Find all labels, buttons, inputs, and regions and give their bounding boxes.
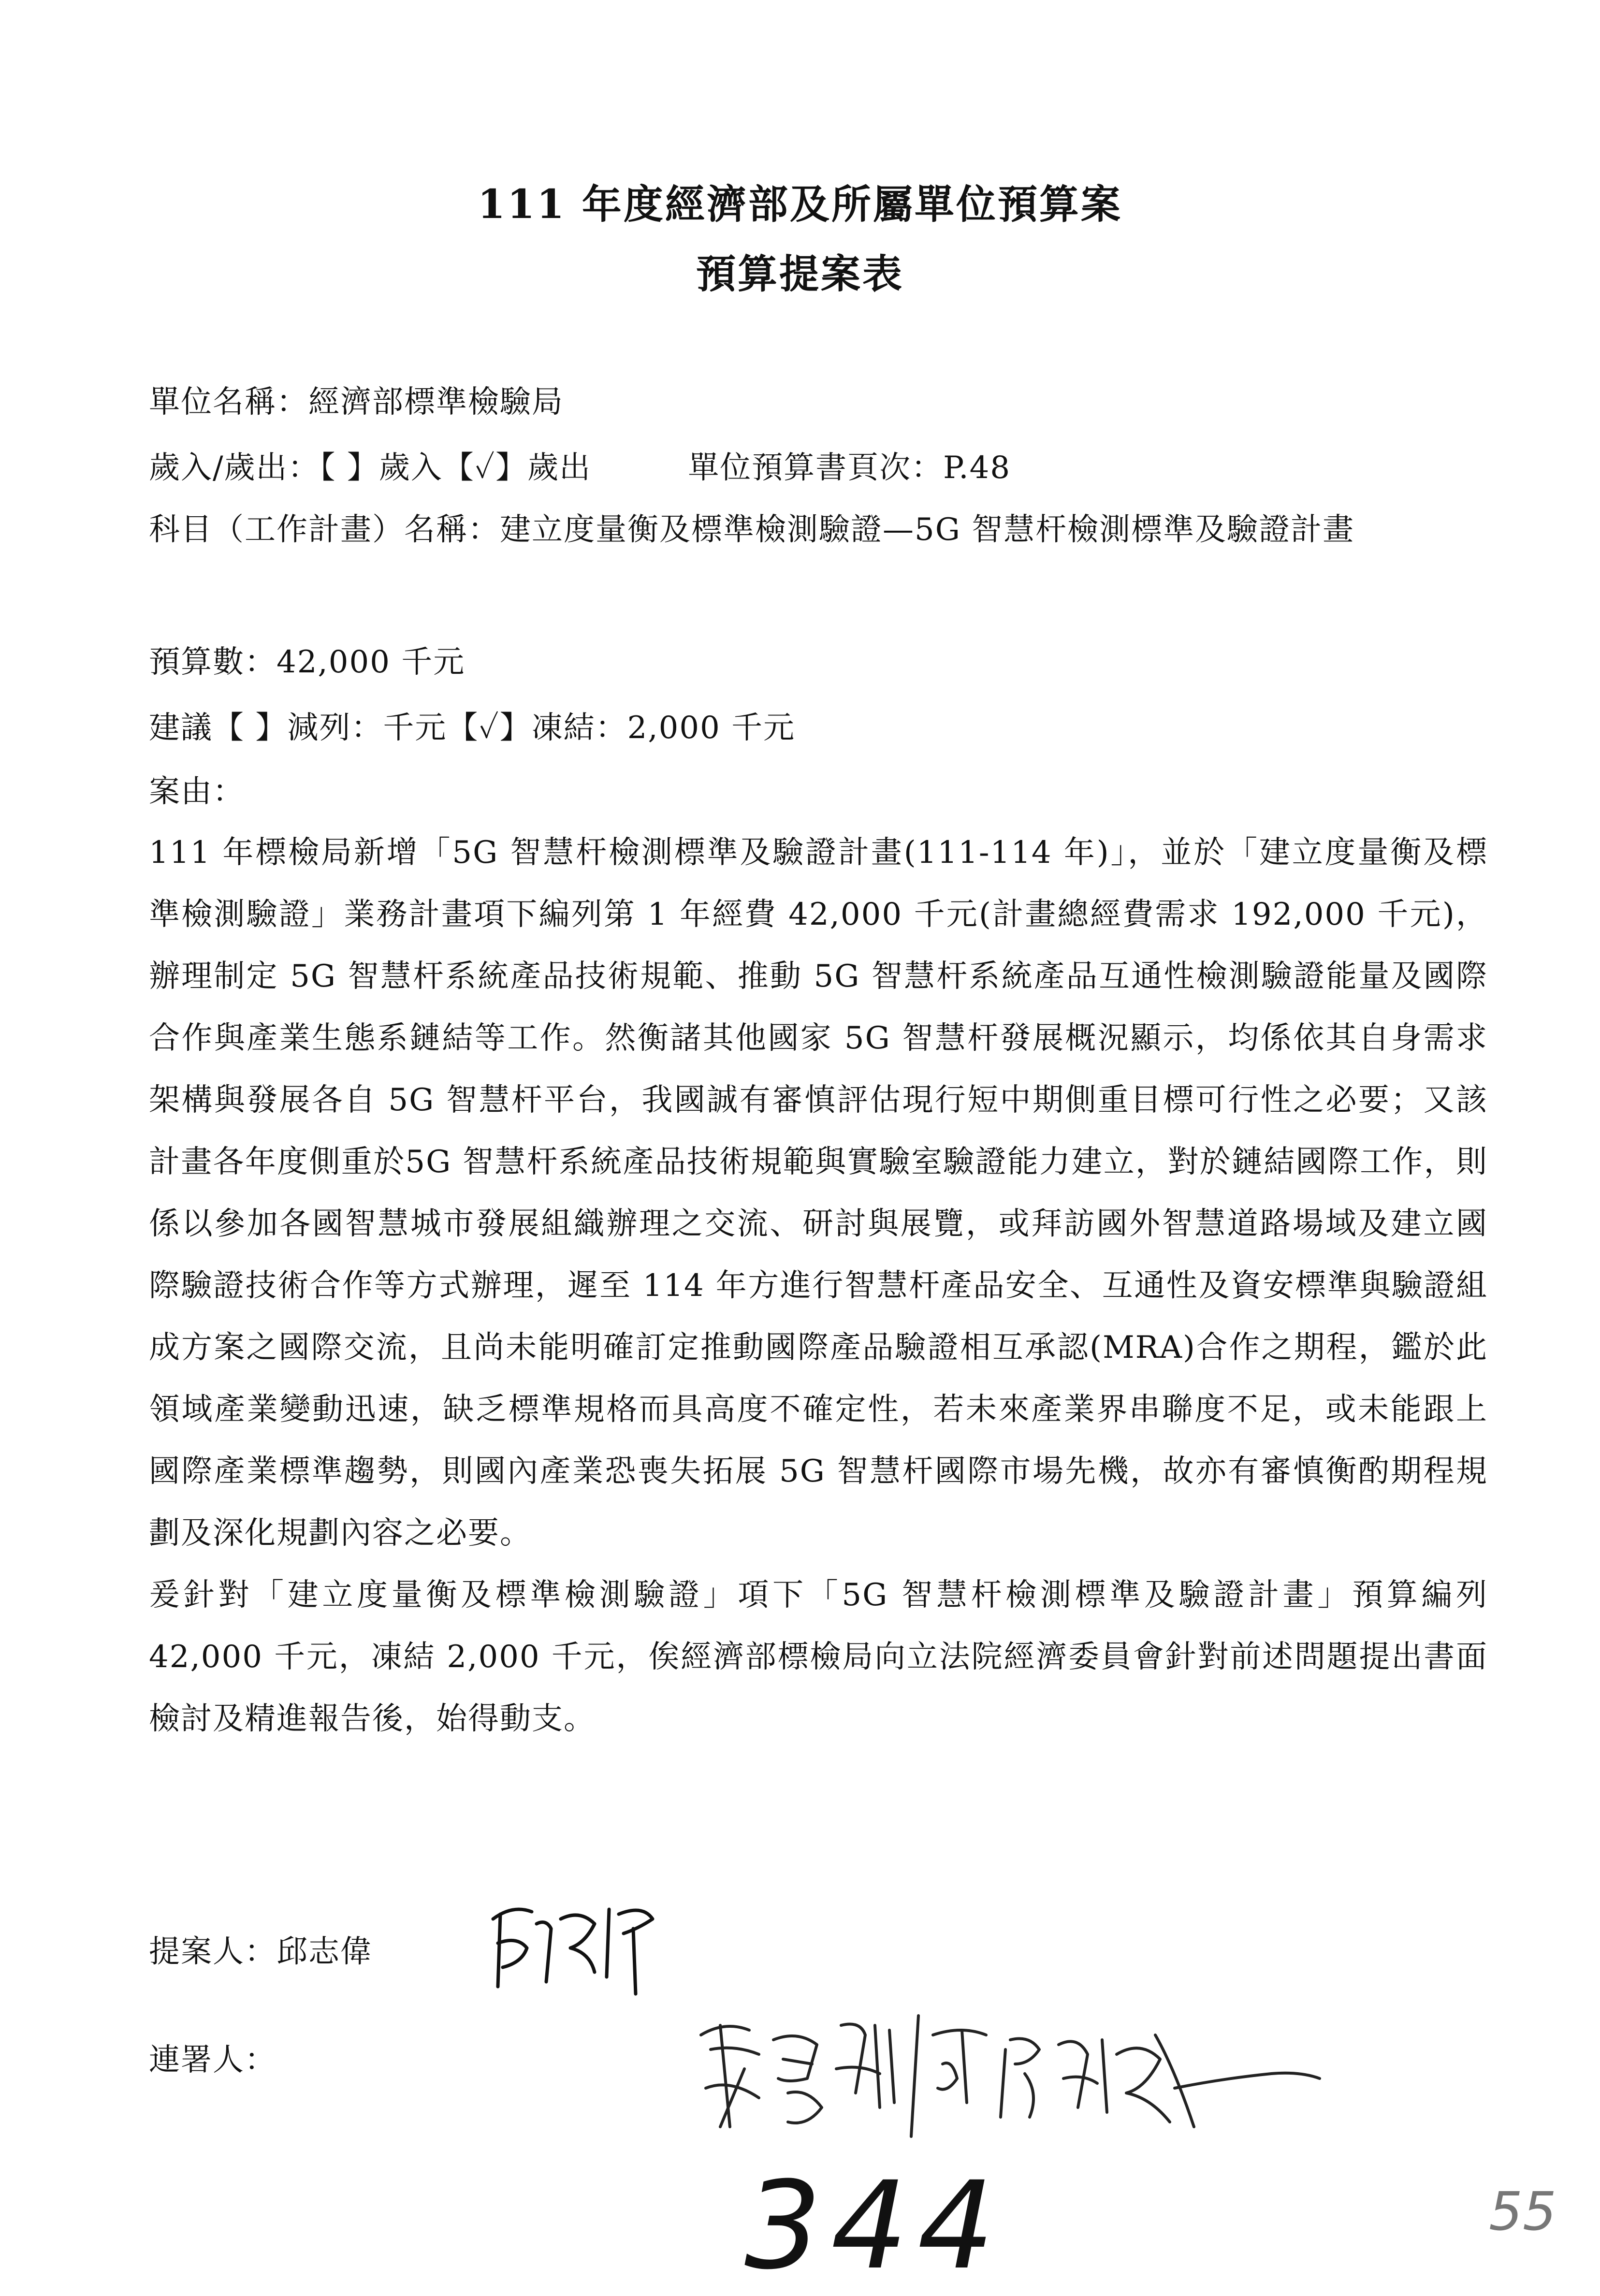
handwritten-number: 344 — [744, 2155, 1004, 2296]
suggestion: 建議【 】減列：千元【✓】凍結：2,000 千元 — [149, 710, 796, 746]
corner-page-number: 55 — [1489, 2180, 1556, 2242]
reason-paragraph-1: 111 年標檢局新增「5G 智慧杆檢測標準及驗證計畫(111-114 年)」，並於「建立度量衡及標準檢測驗證」業務計畫項下編列第 1 年經費 42,000 千元(計畫總經費需求 192,000 千元)，辦理制定 5G 智慧杆系統產品技術規範、推動 5G 智慧杆系統產品互通性檢測驗證能量及國際合作與產業生態系鏈結等工作。然衡諸其他國家 5G 智慧杆發展概況顯示，均係依其自身需求架構與發展各自 5G 智慧杆平台，我國誠有審慎評估現行短中期側重目標可行性之必要；又該計畫各年度側重於5G 智慧杆系統產品技術規範與實驗室驗證能力建立，對於鏈結國際工作，則係以參加各國智慧城市發展組織辦理之交流、研討與展覽，或拜訪國外智慧道路場域及建立國際驗證技術合作等方式辦理，遲至 114 年方進行智慧杆產品安全、互通性及資安標準與驗證組成方案之國際交流，且尚未能明確訂定推動國際產品驗證相互承認(MRA)合作之期程，鑑於此領域產業變動迅速，缺乏標準規格而具高度不確定性，若未來產業界串聯度不足，或未能跟上國際產業標準趨勢，則國內產業恐喪失拓展 5G 智慧杆國際市場先機，故亦有審慎衡酌期程規劃及深化規劃內容之必要。 — [149, 835, 1488, 1551]
page-reference: 單位預算書頁次：P.48 — [688, 450, 1011, 486]
budget-amount: 預算數：42,000 千元 — [149, 644, 465, 680]
cosigner-label: 連署人： — [149, 2042, 276, 2078]
reason-body — [149, 822, 1488, 1750]
proposer: 提案人：邱志偉 — [149, 1934, 372, 1970]
subject-name: 科目（工作計畫）名稱：建立度量衡及標準檢測驗證—5G 智慧杆檢測標準及驗證計畫 — [149, 512, 1355, 548]
document-subtitle: 預算提案表 — [696, 251, 904, 297]
cosigner-signatures — [691, 1982, 1344, 2146]
proposer-signature — [479, 1890, 682, 2001]
income-expense-row — [149, 450, 1011, 486]
reason-label: 案由： — [149, 774, 245, 810]
unit-name: 單位名稱：經濟部標準檢驗局 — [149, 384, 564, 420]
reason-paragraph-2: 爰針對「建立度量衡及標準檢測驗證」項下「5G 智慧杆檢測標準及驗證計畫」預算編列 42,000 千元，凍結 2,000 千元，俟經濟部標檢局向立法院經濟委員會針對前述問題提出書面檢討及精進報告後，始得動支。 — [149, 1577, 1488, 1737]
document-title: 111 年度經濟部及所屬單位預算案 — [478, 181, 1122, 228]
income-expense: 歲入/歲出：【 】歲入【✓】歲出 — [149, 450, 592, 486]
